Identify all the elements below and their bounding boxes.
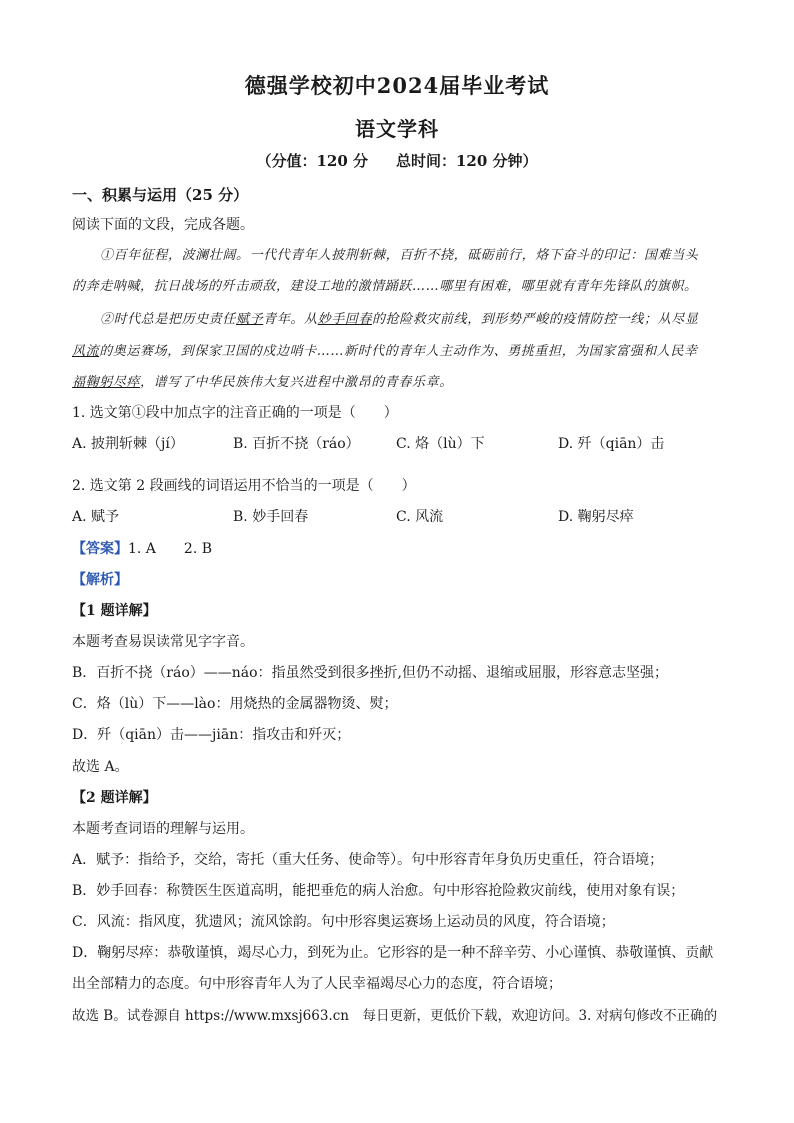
analysis-tag-line [72,569,128,589]
q2-stem: 2. 选文第 2 段画线的词语运用不恰当的一项是（ ） [72,478,416,494]
exam-title: 德强学校初中2024届毕业考试 [244,73,550,98]
passage-para1-line2: 的奔走呐喊，抗日战场的歼击顽敌，建设工地的激情踊跃……哪里有困难，哪里就有青年先锋队的旗帜。 [72,279,698,294]
instruction: 阅读下面的文段，完成各题。 [72,217,254,233]
underlined-word-fengliu: 风流 [72,344,100,359]
answer-line [72,538,212,558]
q1-option-c: C. 烙（lù）下 [396,436,485,452]
underlined-word-fuyu: 赋予 [236,312,264,327]
underlined-word-miaoshouhuichun: 妙手回春 [317,312,373,327]
detail-1-tag: 【1 题详解】 [72,603,157,619]
q2-option-d: D. 鞠躬尽瘁 [558,509,634,525]
detail-1-line: 故选 A。 [72,759,129,775]
answer-value: 1. A 2. B [128,541,213,557]
passage-text: 青年。从 [263,312,318,327]
answer-tag: 【答案】 [72,541,128,557]
time-info: 总时间：120 分钟） [396,152,538,170]
passage-para2-line2 [72,340,722,359]
passage-text: 的奥运赛场，到保家卫国的戍边哨卡……新时代的青年人主动作为、勇挑重担，为国家富强和人民幸 [99,344,698,359]
score-info: （分值：120 分 [256,152,368,170]
detail-1-line: D．歼（qiān）击——jiān：指攻击和歼灭； [72,727,351,743]
passage-text: ②时代总是把历史责任 [100,312,237,327]
detail-1-line: C．烙（lù）下——lào：用烧热的金属器物烫、熨； [72,696,398,712]
detail-1-line: 本题考查易误读常见字字音。 [72,634,254,650]
q2-option-a: A. 赋予 [72,509,120,525]
underlined-word-jugongjincui: 福鞠躬尽瘁 [72,375,141,390]
detail-2-line: C．风流：指风度，犹遗风；流风馀韵。句中形容奥运赛场上运动员的风度，符合语境； [72,914,615,930]
subject-title: 语文学科 [355,117,439,141]
passage-text: 的抢险救灾前线，到形势严峻的疫情防控一线；从尽显 [372,312,699,327]
passage-text: ，谱写了中华民族伟大复兴进程中激昂的青春乐章。 [140,375,453,390]
detail-2-line: 本题考查词语的理解与运用。 [72,821,254,837]
q1-option-b: B. 百折不挠（ráo） [233,436,360,452]
detail-2-line: 故选 B。试卷源自 https://www.mxsj663.cn 每日更新，更低价下载，欢迎访问。3. 对病句修改不正确的 [72,1008,718,1024]
passage-para2-line1 [100,308,750,327]
q2-option-c: C. 风流 [396,509,444,525]
detail-2-line: D．鞠躬尽瘁：恭敬谨慎，竭尽心力，到死为止。它形容的是一种不辞辛劳、小心谨慎、恭敬谨慎、贡献 [72,945,714,961]
q1-option-d: D. 歼（qiān）击 [558,436,665,452]
detail-2-line: 出全部精力的态度。句中形容青年人为了人民幸福竭尽心力的态度，符合语境； [72,976,562,992]
q1-option-a: A. 披荆斩棘（jí） [72,436,184,452]
detail-2-tag: 【2 题详解】 [72,790,157,806]
detail-2-line: B．妙手回春：称赞医生医道高明，能把垂危的病人治愈。句中形容抢险救灾前线，使用对象有误； [72,883,685,899]
score-time-line [0,150,794,171]
analysis-tag: 【解析】 [72,572,128,588]
q1-stem: 1. 选文第①段中加点字的注音正确的一项是（ ） [72,405,398,421]
section-heading: 一、积累与运用（25 分） [72,186,249,204]
detail-2-line: A．赋予：指给予，交给，寄托（重大任务、使命等）。句中形容青年身负历史重任，符合语境； [72,852,664,868]
q2-option-b: B. 妙手回春 [233,509,309,525]
passage-para1-line1: ①百年征程，波澜壮阔。一代代青年人披荆斩棘，百折不挠，砥砺前行，烙下奋斗的印记：国难当头 [100,248,699,263]
passage-para2-line3 [72,371,722,390]
detail-1-line: B．百折不挠（ráo）——náo：指虽然受到很多挫折,但仍不动摇、退缩或屈服，形容意志坚强； [72,665,668,681]
